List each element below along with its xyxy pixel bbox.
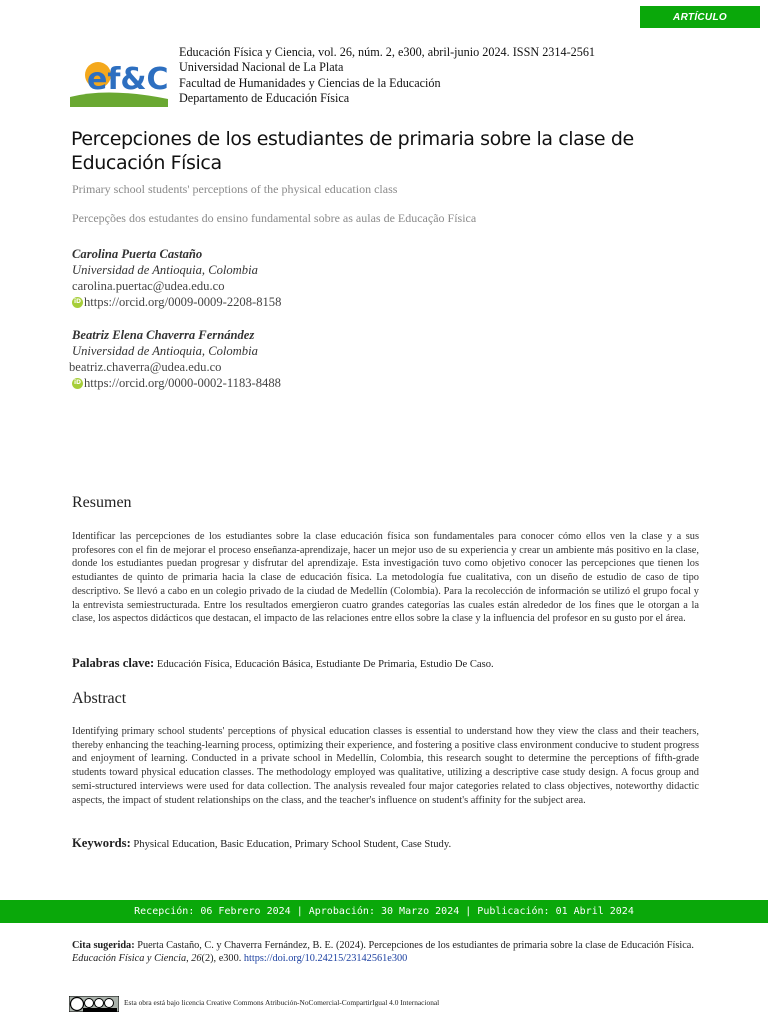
journal-logo <box>68 47 172 107</box>
author-orcid[interactable] <box>72 294 281 310</box>
journal-citation-line: Educación Física y Ciencia, vol. 26, núm. 2, e300, abril-junio 2024. ISSN 2314-2561 <box>179 45 596 59</box>
orcid-link[interactable]: https://orcid.org/0009-0009-2208-8158 <box>84 295 282 309</box>
keywords-list: Physical Education, Basic Education, Primary School Student, Case Study. <box>130 839 452 850</box>
logo-text: ef&C <box>87 62 169 97</box>
citation-volume: 26 <box>191 952 202 964</box>
citation-journal: Educación Física y Ciencia <box>72 952 187 964</box>
author-block <box>72 246 281 310</box>
author-affiliation: Universidad de Antioquia, Colombia <box>72 344 258 358</box>
article-title: Percepciones de los estudiantes de primaria sobre la clase de Educación Física <box>71 128 634 174</box>
citation-label: Cita sugerida: <box>72 940 135 951</box>
author-orcid[interactable] <box>72 375 281 391</box>
license-text: Esta obra está bajo licencia Creative Commons Atribución-NoComercial-CompartirIgual 4.0 Internacional <box>124 998 440 1007</box>
abstract-heading: Abstract <box>72 690 127 707</box>
doi-link[interactable]: https://doi.org/10.24215/23142561e300 <box>243 952 408 964</box>
article-type-badge: ARTÍCULO <box>640 6 760 28</box>
abstract-text: Identifying primary school students' perceptions of physical education classes is essential to understand how they view the class and their teachers, thereby enhancing the teaching-learning process, optimizing their experience, and fostering a positive class environment conducive to student progress and enjoyment of learning. Conducted in a private school in Medellín, Colombia, this research sought to determine the perceptions of fifth-grade students toward physical education classes. The methodology employed was qualitative, utilizing a descriptive case study design. A focus group and semi-structured interviews were used for data collection. The analysis revealed four major categories related to class objectives, noteworthy didactic aspects, the impact of student relationships on the class, and the teacher's influence on student's affinity for the subject area. <box>72 726 699 806</box>
author-email[interactable]: carolina.puertac@udea.edu.co <box>72 279 225 293</box>
portuguese-title: Percepções dos estudantes do ensino fundamental sobre as aulas de Educação Física <box>72 211 477 225</box>
university-line: Universidad Nacional de La Plata <box>179 60 344 75</box>
resumen-heading: Resumen <box>72 494 132 511</box>
cc-license-icon[interactable] <box>69 996 119 1012</box>
keywords-label: Palabras clave: <box>72 656 155 670</box>
author-block <box>69 327 281 391</box>
keywords-list: Educación Física, Educación Básica, Estudiante De Primaria, Estudio De Caso. <box>154 659 494 670</box>
citation-text: Puerta Castaño, C. y Chaverra Fernández, B. E. (2024). Percepciones de los estudiantes de primaria sobre la clase de Educación Física. <box>134 940 694 951</box>
author-name: Beatriz Elena Chaverra Fernández <box>72 328 255 342</box>
orcid-icon: iD <box>72 297 83 308</box>
publication-dates-bar: Recepción: 06 Febrero 2024 | Aprobación: 30 Marzo 2024 | Publicación: 01 Abril 2024 <box>0 900 768 923</box>
resumen-text: Identificar las percepciones de los estudiantes sobre la clase educación física son fundamentales para conocer cómo ellos ven la clase y a sus profesores con el fin de mejorar el proceso enseñanza-aprendizaje, hacer un mejor uso de su experiencia y crear un ambiente más positivo en la clase, donde los estudiantes puedan progresar y disfrutar del aprendizaje. Esta investigación tuvo como objetivo conocer las percepciones que tienen los estudiantes de quinto de primaria hacia la clase de educación física. La metodología fue cualitativa, con un diseño de estudio de caso de tipo descriptivo. Se llevó a cabo en un colegio privado de la ciudad de Medellín (Colombia). Para la recolección de información se utilizó el grupo focal y la entrevista semiestructurada. Entre los resultados emergieron cuatro grandes categorías las cuales están alrededor de los fines que le otorgan a la clase, los aspectos didácticos que destacan, el impacto de las relaciones entre ellos sobre la clase y la influencia del profesor en su gusto por el área. <box>72 531 699 625</box>
orcid-icon: iD <box>72 378 83 389</box>
english-title: Primary school students' perceptions of the physical education class <box>72 182 398 196</box>
suggested-citation <box>72 940 702 965</box>
keywords-label: Keywords: <box>72 836 131 850</box>
journal-info <box>179 45 595 107</box>
faculty-line: Facultad de Humanidades y Ciencias de la Educación <box>179 75 441 90</box>
keywords <box>72 836 712 851</box>
palabras-clave <box>72 656 712 671</box>
author-email[interactable]: beatriz.chaverra@udea.edu.co <box>69 360 222 374</box>
citation-text: (2), e300. <box>201 952 244 964</box>
author-name: Carolina Puerta Castaño <box>72 247 203 261</box>
orcid-link[interactable]: https://orcid.org/0000-0002-1183-8488 <box>84 376 281 390</box>
citation-text: , <box>186 952 192 964</box>
author-affiliation: Universidad de Antioquia, Colombia <box>72 263 258 277</box>
department-line: Departamento de Educación Física <box>179 91 350 106</box>
